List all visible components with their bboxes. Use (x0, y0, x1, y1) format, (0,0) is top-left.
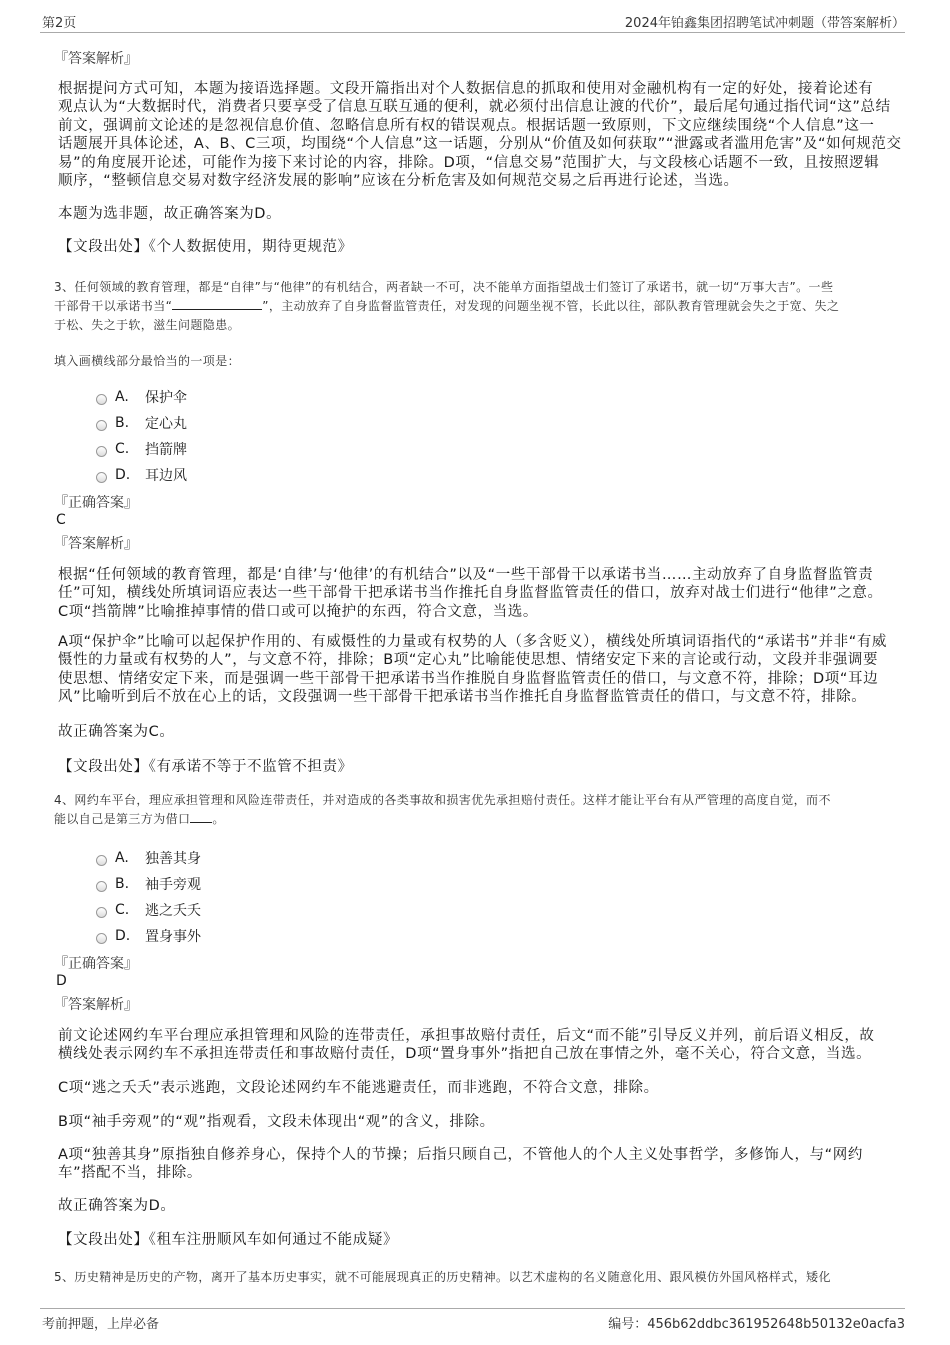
analysis-paragraph: 前文论述网约车平台理应承担管理和风险的连带责任，承担事故赔付责任，后文“而不能”引导反义并列，前后语义相反，故 横线处表示网约车不承担连带责任和事故赔付责任，D项“置身事外”指把自己放在事情之外，毫不关心，符合文意，当选。 (58, 1028, 875, 1063)
option-a[interactable]: A. 保护伞 (96, 387, 187, 407)
option-b[interactable]: B. 定心丸 (96, 413, 187, 433)
question-5-stem: 5、历史精神是历史的产物，离开了基本历史事实，就不可能展现真正的历史精神。以艺术虚构的名义随意化用、跟风模仿外国风格样式，矮化 (54, 1270, 831, 1284)
radio-icon[interactable] (96, 933, 107, 944)
source: 【文段出处】《租车注册顺风车如何通过不能成疑》 (58, 1232, 399, 1248)
radio-icon[interactable] (96, 855, 107, 866)
option-c[interactable]: C. 逃之夭夭 (96, 900, 201, 920)
question-prompt: 填入画横线部分最恰当的一项是： (54, 354, 241, 368)
option-a[interactable]: A. 独善其身 (96, 848, 201, 868)
analysis-paragraph: C项“逃之夭夭”表示逃跑，文段论述网约车不能逃避责任，而非逃跑，不符合文意，排除。 (58, 1080, 659, 1096)
correct-answer-heading: 『正确答案』 (54, 495, 138, 511)
fill-blank (190, 822, 212, 823)
fill-blank (172, 309, 262, 310)
radio-icon[interactable] (96, 907, 107, 918)
radio-icon[interactable] (96, 881, 107, 892)
document-title: 2024年铂鑫集团招聘笔试冲刺题（带答案解析） (624, 16, 905, 31)
document-code: 编号：456b62ddbc361952648b50132e0acfa3 (608, 1317, 905, 1332)
analysis-paragraph: B项“袖手旁观”的“观”指观看，文段未体现出“观”的含义，排除。 (58, 1114, 495, 1130)
correct-answer: D (56, 973, 67, 989)
option-b[interactable]: B. 袖手旁观 (96, 874, 201, 894)
analysis-heading: 『答案解析』 (54, 997, 138, 1013)
footer-divider (40, 1308, 905, 1309)
source: 【文段出处】《个人数据使用，期待更规范》 (58, 239, 353, 255)
conclusion: 故正确答案为D。 (58, 1198, 176, 1214)
radio-icon[interactable] (96, 446, 107, 457)
correct-answer: C (56, 512, 66, 528)
analysis-heading: 『答案解析』 (54, 536, 138, 552)
conclusion: 本题为选非题，故正确答案为D。 (58, 206, 282, 222)
analysis-heading: 『答案解析』 (54, 51, 138, 67)
option-c[interactable]: C. 挡箭牌 (96, 439, 187, 459)
radio-icon[interactable] (96, 394, 107, 405)
radio-icon[interactable] (96, 420, 107, 431)
analysis-paragraph: 根据“任何领域的教育管理，都是‘自律’与‘他律’的有机结合”以及“一些干部骨干以承诺书当……主动放弃了自身监督监管责 任”可知，横线处所填词语应表达一些干部骨干把承诺书当作推托自身监督监管责任的借口，放弃对战士们进行“他律”之意。 C项“挡箭牌”比喻推掉事情的借口或可以掩护的东西，符合文意，当选。 (58, 567, 883, 620)
analysis-paragraph: A项“独善其身”原指独自修养身心，保持个人的节操；后指只顾自己，不管他人的个人主义处事哲学，多修饰人，与“网约 车”搭配不当，排除。 (58, 1147, 863, 1182)
analysis-paragraph: A项“保护伞”比喻可以起保护作用的、有威慑性的力量或有权势的人（多含贬义），横线处所填词语指代的“承诺书”并非“有威 慑性的力量或有权势的人”，与文意不符，排除；B项“定心丸”比喻能使思想、情绪安定下来的言论或行动，文段并非强调要 使思想、情绪安定下来，而是强调一些干部骨干把承诺书当作推脱自身监督监管责任的借口，与文意不符，排除；D项“耳边 风”比喻听到后不放在心上的话，文段强调一些干部骨干把承诺书当作推托自身监督监管责任的借口，与文意不符，排除。 (58, 634, 888, 706)
page-number: 第2页 (42, 16, 77, 31)
option-d[interactable]: D. 置身事外 (96, 926, 201, 946)
footer-slogan: 考前押题，上岸必备 (42, 1317, 160, 1332)
question-4-stem: 4、网约车平台，理应承担管理和风险连带责任，并对造成的各类事故和损害优先承担赔付责任。这样才能让平台有从严管理的高度自觉，而不 能以自己是第三方为借口 。 (54, 793, 831, 826)
conclusion: 故正确答案为C。 (58, 724, 175, 740)
radio-icon[interactable] (96, 472, 107, 483)
correct-answer-heading: 『正确答案』 (54, 956, 138, 972)
analysis-paragraph: 根据提问方式可知，本题为接语选择题。文段开篇指出对个人数据信息的抓取和使用对金融机构有一定的好处，接着论述有 观点认为“大数据时代，消费者只要享受了信息互联互通的便利，就必须付出信息让渡的代价”，最后尾句通过指代词“这”总结 前文，强调前文论述的是忽视信息价值、忽略信息所有权的错误观点。根据话题一致原则，下文应继续围绕“个人信息”这一 话题展开具体论述，A、B、C三项，均围绕“个人信息”这一话题，分别从“价值及如何获取”“泄露或者滥用危害”及“如何规范交 易”的角度展开论述，可能作为接下来讨论的内容，排除。D项，“信息交易”范围扩大，与文段核心话题不一致，且按照逻辑 顺序，“整顿信息交易对数字经济发展的影响”应该在分析危害及如何规范交易之后再进行论述，当选。 (58, 81, 902, 190)
header-divider (40, 32, 905, 33)
option-d[interactable]: D. 耳边风 (96, 465, 187, 485)
question-3-stem: 3、任何领域的教育管理，都是“自律”与“他律”的有机结合，两者缺一不可，决不能单方面指望战士们签订了承诺书，就一切“万事大吉”。一些 干部骨干以承诺书当“ ”，主动放弃了自身监督监管责任，对发现的问题坐视不管，长此以往，部队教育管理就会失之于宽、失之 于松、失之于软，滋生问题隐患。 (54, 280, 840, 332)
source: 【文段出处】《有承诺不等于不监管不担责》 (58, 759, 353, 775)
